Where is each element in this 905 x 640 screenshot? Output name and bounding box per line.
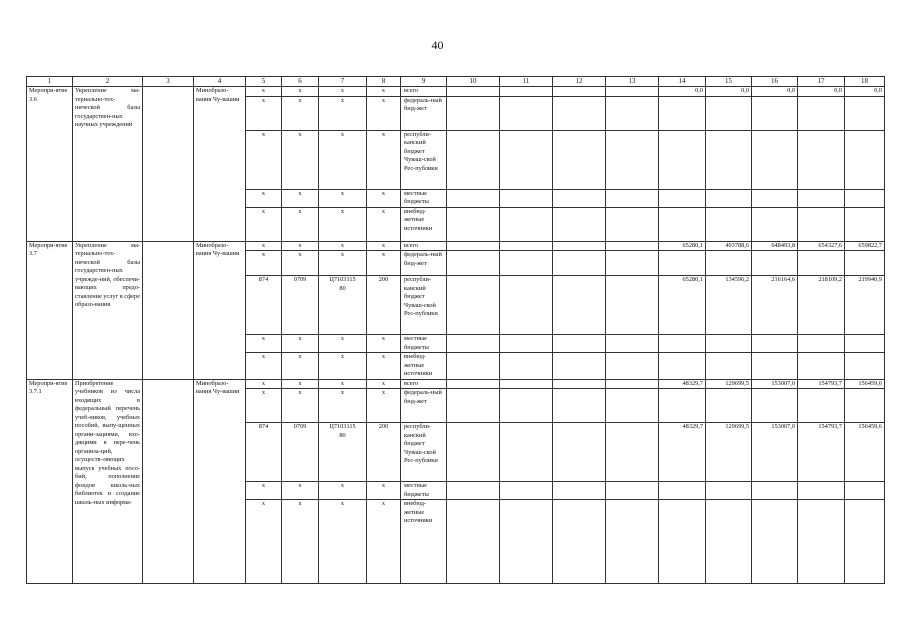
empty-year-cell xyxy=(500,241,553,251)
amount-cell xyxy=(798,189,845,207)
empty-year-cell xyxy=(447,207,500,241)
empty-cell xyxy=(143,379,194,584)
executor: Минобразо-вания Чу-вашии xyxy=(194,87,246,242)
expense-type-code: x xyxy=(367,379,401,389)
funding-source: республи-канский бюджет Чуваш-ской Рес-публики xyxy=(401,130,447,189)
empty-year-cell xyxy=(500,500,553,584)
event-number: Меропри-ятие 3.7.1 xyxy=(27,379,73,584)
amount-cell xyxy=(798,335,845,353)
amount-cell: 65280,1 xyxy=(659,241,706,251)
amount-cell: 154793,7 xyxy=(798,379,845,389)
empty-year-cell xyxy=(447,96,500,130)
section-code: x xyxy=(282,130,319,189)
empty-year-cell xyxy=(553,389,606,423)
amount-cell xyxy=(845,353,885,380)
empty-year-cell xyxy=(553,87,606,97)
expense-type-code: x xyxy=(367,500,401,584)
empty-year-cell xyxy=(500,96,553,130)
empty-year-cell xyxy=(500,130,553,189)
funding-source: федераль-ный бюд-жет xyxy=(401,251,447,276)
event-name: Укрепление ма-териально-тех-нической базы государствен-ных учрежде-ний, обеспечи-вающих предо-ставление услуг в сфере образо-вания xyxy=(73,241,143,379)
event-number: Меропри-ятие 3.6 xyxy=(27,87,73,242)
target-article-code: x xyxy=(319,482,367,500)
empty-year-cell xyxy=(447,335,500,353)
grbs-code: x xyxy=(246,241,282,251)
empty-year-cell xyxy=(500,87,553,97)
amount-cell xyxy=(798,353,845,380)
empty-year-cell xyxy=(553,251,606,276)
amount-cell xyxy=(798,482,845,500)
empty-year-cell xyxy=(500,251,553,276)
amount-cell: 156459,6 xyxy=(845,423,885,482)
amount-cell: 153007,0 xyxy=(752,379,798,389)
empty-year-cell xyxy=(606,130,659,189)
funding-source: всего xyxy=(401,379,447,389)
grbs-code: x xyxy=(246,482,282,500)
amount-cell: 129699,5 xyxy=(706,423,752,482)
amount-cell xyxy=(798,96,845,130)
col-number: 8 xyxy=(367,77,401,87)
empty-year-cell xyxy=(553,241,606,251)
event-number: Меропри-ятие 3.7 xyxy=(27,241,73,379)
section-code: x xyxy=(282,389,319,423)
expense-type-code: x xyxy=(367,130,401,189)
amount-cell xyxy=(659,251,706,276)
empty-year-cell xyxy=(553,482,606,500)
empty-year-cell xyxy=(447,251,500,276)
amount-cell xyxy=(752,353,798,380)
col-number: 18 xyxy=(845,77,885,87)
empty-year-cell xyxy=(447,87,500,97)
section-code: x xyxy=(282,335,319,353)
empty-year-cell xyxy=(606,189,659,207)
amount-cell xyxy=(706,389,752,423)
col-number: 11 xyxy=(500,77,553,87)
col-number: 12 xyxy=(553,77,606,87)
expense-type-code: x xyxy=(367,482,401,500)
empty-cell xyxy=(143,87,194,242)
expense-type-code: x xyxy=(367,251,401,276)
funding-source: республи-канский бюджет Чуваш-ской Рес-публики xyxy=(401,423,447,482)
table-row xyxy=(27,241,885,251)
section-code: x xyxy=(282,207,319,241)
empty-year-cell xyxy=(500,207,553,241)
target-article-code: x xyxy=(319,389,367,423)
funding-source: местные бюджеты xyxy=(401,189,447,207)
empty-year-cell xyxy=(553,423,606,482)
empty-year-cell xyxy=(606,241,659,251)
expense-type-code: x xyxy=(367,96,401,130)
amount-cell: 403788,6 xyxy=(706,241,752,251)
empty-year-cell xyxy=(447,241,500,251)
amount-cell: 659822,7 xyxy=(845,241,885,251)
grbs-code: x xyxy=(246,353,282,380)
empty-year-cell xyxy=(553,335,606,353)
amount-cell: 0,0 xyxy=(659,87,706,97)
amount-cell xyxy=(706,189,752,207)
amount-cell: 48329,7 xyxy=(659,379,706,389)
amount-cell xyxy=(752,251,798,276)
amount-cell xyxy=(659,500,706,584)
amount-cell: 0,0 xyxy=(752,87,798,97)
amount-cell: 219940,9 xyxy=(845,276,885,335)
empty-year-cell xyxy=(606,335,659,353)
amount-cell xyxy=(845,251,885,276)
amount-cell xyxy=(752,96,798,130)
empty-year-cell xyxy=(606,389,659,423)
executor: Минобразо-вания Чу-вашии xyxy=(194,241,246,379)
empty-year-cell xyxy=(606,96,659,130)
col-number: 16 xyxy=(752,77,798,87)
col-number: 5 xyxy=(246,77,282,87)
column-number-row xyxy=(27,77,885,87)
empty-year-cell xyxy=(447,389,500,423)
amount-cell xyxy=(845,189,885,207)
amount-cell xyxy=(845,96,885,130)
amount-cell: 0,0 xyxy=(798,87,845,97)
target-article-code: x xyxy=(319,335,367,353)
amount-cell xyxy=(752,130,798,189)
amount-cell: 216164,6 xyxy=(752,276,798,335)
page-number: 40 xyxy=(431,38,444,52)
amount-cell xyxy=(659,353,706,380)
amount-cell xyxy=(845,335,885,353)
empty-year-cell xyxy=(553,500,606,584)
grbs-code: x xyxy=(246,379,282,389)
amount-cell xyxy=(798,389,845,423)
amount-cell xyxy=(706,353,752,380)
grbs-code: x xyxy=(246,389,282,423)
empty-year-cell xyxy=(553,379,606,389)
funding-source: республи-канский бюджет Чуваш-ской Рес-публики xyxy=(401,276,447,335)
empty-year-cell xyxy=(606,87,659,97)
empty-cell xyxy=(143,241,194,379)
amount-cell xyxy=(659,96,706,130)
empty-year-cell xyxy=(606,207,659,241)
col-number: 7 xyxy=(319,77,367,87)
expense-type-code: x xyxy=(367,87,401,97)
target-article-code: x xyxy=(319,96,367,130)
amount-cell xyxy=(659,189,706,207)
amount-cell xyxy=(798,251,845,276)
amount-cell xyxy=(706,207,752,241)
funding-source: всего xyxy=(401,87,447,97)
grbs-code: 874 xyxy=(246,276,282,335)
funding-source: федераль-ный бюд-жет xyxy=(401,96,447,130)
amount-cell xyxy=(659,482,706,500)
col-number: 1 xyxy=(27,77,73,87)
empty-year-cell xyxy=(447,189,500,207)
amount-cell xyxy=(706,335,752,353)
funding-source: местные бюджеты xyxy=(401,335,447,353)
amount-cell: 48329,7 xyxy=(659,423,706,482)
col-number: 15 xyxy=(706,77,752,87)
funding-source: всего xyxy=(401,241,447,251)
expense-type-code: 200 xyxy=(367,423,401,482)
empty-year-cell xyxy=(500,353,553,380)
amount-cell xyxy=(659,335,706,353)
empty-year-cell xyxy=(447,353,500,380)
col-number: 17 xyxy=(798,77,845,87)
target-article-code: x xyxy=(319,251,367,276)
amount-cell: 65280,1 xyxy=(659,276,706,335)
grbs-code: x xyxy=(246,96,282,130)
target-article-code: x xyxy=(319,207,367,241)
amount-cell xyxy=(706,482,752,500)
funding-source: федераль-ный бюд-жет xyxy=(401,389,447,423)
expense-type-code: x xyxy=(367,189,401,207)
empty-year-cell xyxy=(500,389,553,423)
executor: Минобразо-вания Чу-вашии xyxy=(194,379,246,584)
empty-year-cell xyxy=(500,276,553,335)
empty-year-cell xyxy=(500,379,553,389)
expense-type-code: x xyxy=(367,207,401,241)
col-number: 10 xyxy=(447,77,500,87)
amount-cell xyxy=(706,96,752,130)
section-code: x xyxy=(282,379,319,389)
funding-source: внебюд-жетные источники xyxy=(401,207,447,241)
event-name: Укрепление ма-териально-тех-нической базы государствен-ных научных учреждений xyxy=(73,87,143,242)
target-article-code: Ц7103115 80 xyxy=(319,423,367,482)
funding-source: местные бюджеты xyxy=(401,482,447,500)
empty-year-cell xyxy=(606,500,659,584)
empty-year-cell xyxy=(553,353,606,380)
amount-cell xyxy=(845,389,885,423)
col-number: 4 xyxy=(194,77,246,87)
section-code: x xyxy=(282,189,319,207)
amount-cell xyxy=(752,335,798,353)
expense-type-code: x xyxy=(367,335,401,353)
amount-cell: 129699,5 xyxy=(706,379,752,389)
amount-cell xyxy=(845,130,885,189)
section-code: 0709 xyxy=(282,276,319,335)
amount-cell xyxy=(659,389,706,423)
amount-cell xyxy=(752,482,798,500)
empty-year-cell xyxy=(500,423,553,482)
amount-cell: 0,0 xyxy=(706,87,752,97)
amount-cell xyxy=(659,130,706,189)
empty-year-cell xyxy=(500,482,553,500)
grbs-code: 874 xyxy=(246,423,282,482)
empty-year-cell xyxy=(447,276,500,335)
amount-cell: 0,0 xyxy=(845,87,885,97)
amount-cell: 134596,2 xyxy=(706,276,752,335)
grbs-code: x xyxy=(246,335,282,353)
amount-cell xyxy=(706,500,752,584)
event-name: Приобретение учебников из числа входящих в федеральный перечень учеб-ников, учебных пособий, выпу-щенных органи-зациями, вхо-дящими в пере-чень организа-ций, осуществ-ляющих выпуск учебных посо-бий, пополнение фондов школь-ных библиотек и создание школь-ных информа- xyxy=(73,379,143,584)
empty-year-cell xyxy=(447,379,500,389)
amount-cell xyxy=(752,389,798,423)
section-code: x xyxy=(282,482,319,500)
amount-cell xyxy=(706,251,752,276)
table-row xyxy=(27,87,885,97)
empty-year-cell xyxy=(606,353,659,380)
target-article-code: x xyxy=(319,241,367,251)
amount-cell: 154793,7 xyxy=(798,423,845,482)
amount-cell: 648493,8 xyxy=(752,241,798,251)
amount-cell xyxy=(752,189,798,207)
target-article-code: x xyxy=(319,500,367,584)
section-code: x xyxy=(282,353,319,380)
target-article-code: x xyxy=(319,87,367,97)
empty-year-cell xyxy=(447,423,500,482)
amount-cell xyxy=(659,207,706,241)
empty-year-cell xyxy=(553,276,606,335)
amount-cell: 156459,6 xyxy=(845,379,885,389)
empty-year-cell xyxy=(606,276,659,335)
target-article-code: x xyxy=(319,353,367,380)
grbs-code: x xyxy=(246,130,282,189)
empty-year-cell xyxy=(553,96,606,130)
target-article-code: x xyxy=(319,189,367,207)
funding-source: внебюд-жетные источники xyxy=(401,500,447,584)
funding-source: внебюд-жетные источники xyxy=(401,353,447,380)
section-code: x xyxy=(282,251,319,276)
amount-cell xyxy=(845,500,885,584)
empty-year-cell xyxy=(606,379,659,389)
amount-cell xyxy=(798,207,845,241)
section-code: x xyxy=(282,87,319,97)
expense-type-code: x xyxy=(367,241,401,251)
amount-cell xyxy=(798,500,845,584)
target-article-code: x xyxy=(319,379,367,389)
section-code: x xyxy=(282,241,319,251)
amount-cell: 153007,0 xyxy=(752,423,798,482)
grbs-code: x xyxy=(246,251,282,276)
grbs-code: x xyxy=(246,207,282,241)
program-table xyxy=(26,76,885,584)
empty-year-cell xyxy=(606,482,659,500)
amount-cell xyxy=(845,207,885,241)
target-article-code: x xyxy=(319,130,367,189)
table-row xyxy=(27,379,885,389)
empty-year-cell xyxy=(447,130,500,189)
target-article-code: Ц7103115 80 xyxy=(319,276,367,335)
col-number: 9 xyxy=(401,77,447,87)
amount-cell xyxy=(752,207,798,241)
expense-type-code: 200 xyxy=(367,276,401,335)
empty-year-cell xyxy=(553,189,606,207)
col-number: 13 xyxy=(606,77,659,87)
empty-year-cell xyxy=(606,423,659,482)
amount-cell xyxy=(845,482,885,500)
col-number: 2 xyxy=(73,77,143,87)
section-code: 0709 xyxy=(282,423,319,482)
amount-cell xyxy=(706,130,752,189)
section-code: x xyxy=(282,500,319,584)
grbs-code: x xyxy=(246,87,282,97)
col-number: 14 xyxy=(659,77,706,87)
empty-year-cell xyxy=(447,482,500,500)
amount-cell: 218109,2 xyxy=(798,276,845,335)
empty-year-cell xyxy=(500,335,553,353)
grbs-code: x xyxy=(246,189,282,207)
expense-type-code: x xyxy=(367,353,401,380)
col-number: 3 xyxy=(143,77,194,87)
empty-year-cell xyxy=(553,130,606,189)
empty-year-cell xyxy=(447,500,500,584)
empty-year-cell xyxy=(500,189,553,207)
empty-year-cell xyxy=(606,251,659,276)
empty-year-cell xyxy=(553,207,606,241)
col-number: 6 xyxy=(282,77,319,87)
grbs-code: x xyxy=(246,500,282,584)
section-code: x xyxy=(282,96,319,130)
amount-cell xyxy=(798,130,845,189)
amount-cell xyxy=(752,500,798,584)
expense-type-code: x xyxy=(367,389,401,423)
amount-cell: 654327,6 xyxy=(798,241,845,251)
